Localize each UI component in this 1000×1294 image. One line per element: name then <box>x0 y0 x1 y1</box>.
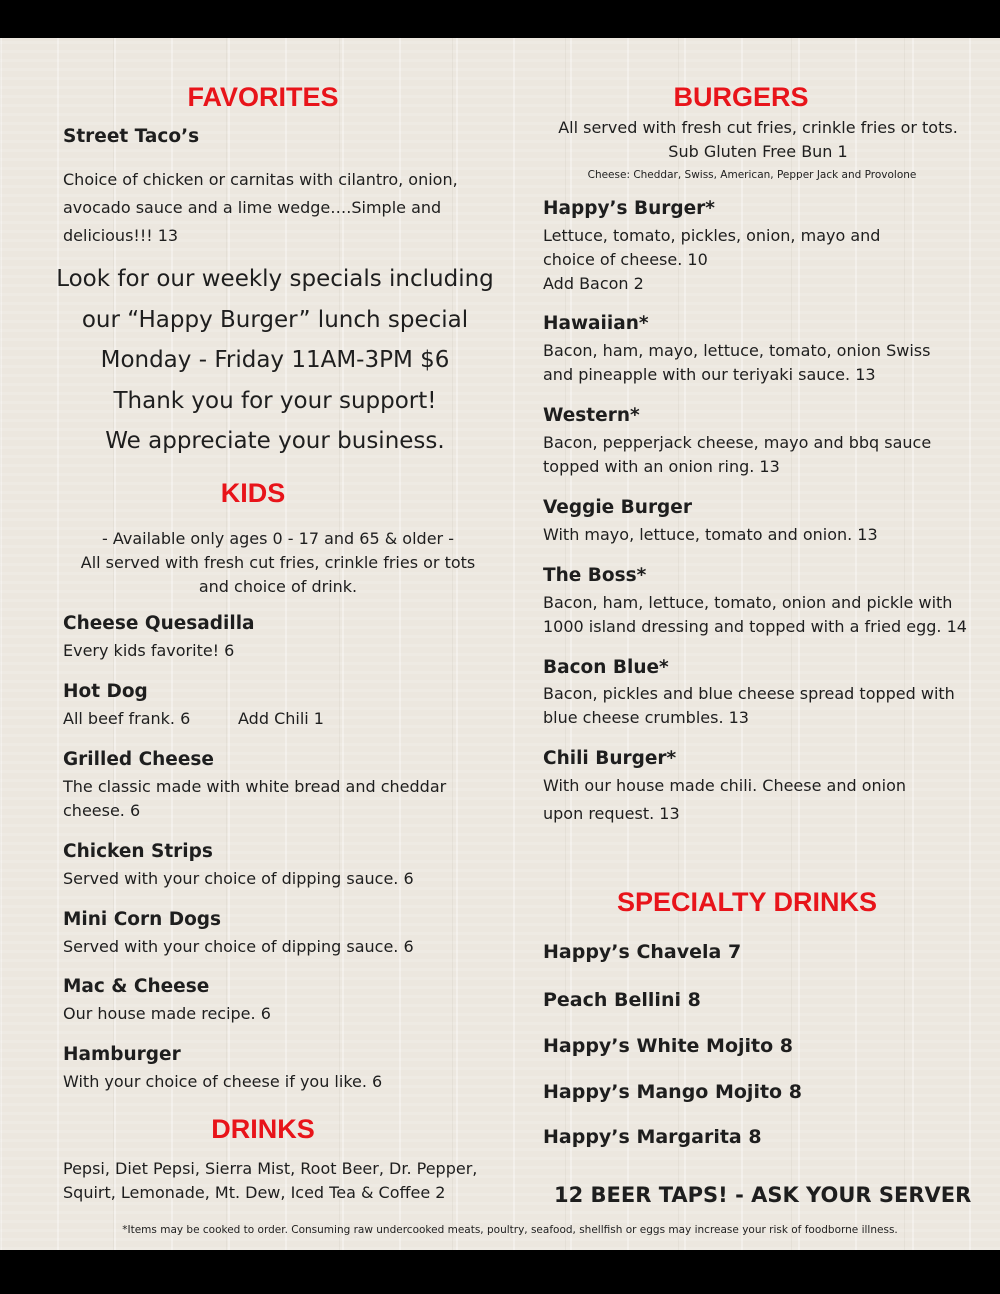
street-tacos-desc-3: delicious!!! 13 <box>63 226 179 245</box>
kids-item-name: Chicken Strips <box>63 841 213 862</box>
burger-desc: Bacon, ham, mayo, lettuce, tomato, onion Swiss <box>543 341 931 360</box>
kids-item-desc: With your choice of cheese if you like. 6 <box>63 1072 383 1091</box>
kids-item-desc: Served with your choice of dipping sauce. 6 <box>63 937 414 956</box>
kids-item-name: Hamburger <box>63 1044 181 1065</box>
kids-note-3: and choice of drink. <box>198 577 358 596</box>
burgers-heading: BURGERS <box>673 82 809 112</box>
specials-line-3: Monday - Friday 11AM-3PM $6 <box>100 347 450 373</box>
specials-line-1: Look for our weekly specials including <box>56 266 494 292</box>
specialty-drink-item: Happy’s Chavela 7 <box>543 941 742 963</box>
specialty-drink-item: Happy’s Mango Mojito 8 <box>543 1081 802 1103</box>
favorites-heading: FAVORITES <box>187 82 339 112</box>
burger-desc: Add Bacon 2 <box>543 274 644 293</box>
foodborne-illness-disclaimer: *Items may be cooked to order. Consuming raw undercooked meats, poultry, seafood, shellfish or eggs may increase your risk of foodborne illness. <box>122 1224 898 1236</box>
burger-desc: choice of cheese. 10 <box>543 250 708 269</box>
kids-heading: KIDS <box>220 478 286 508</box>
beer-taps-callout: 12 BEER TAPS! - ASK YOUR SERVER <box>554 1183 972 1207</box>
kids-item-name: Cheese Quesadilla <box>63 613 255 634</box>
kids-item-name: Hot Dog <box>63 681 148 702</box>
burger-desc: topped with an onion ring. 13 <box>543 457 780 476</box>
burger-desc: blue cheese crumbles. 13 <box>543 708 749 727</box>
burger-desc: and pineapple with our teriyaki sauce. 13 <box>543 365 876 384</box>
kids-item-name: Grilled Cheese <box>63 749 214 770</box>
burger-desc: With our house made chili. Cheese and onion <box>543 776 907 795</box>
kids-item-name: Mini Corn Dogs <box>63 909 222 930</box>
drinks-line-1: Pepsi, Diet Pepsi, Sierra Mist, Root Beer, Dr. Pepper, <box>63 1159 478 1178</box>
drinks-heading: DRINKS <box>211 1114 315 1144</box>
specialty-drink-item: Happy’s White Mojito 8 <box>543 1035 793 1057</box>
cheese-options-note: Cheese: Cheddar, Swiss, American, Pepper Jack and Provolone <box>587 169 917 181</box>
burger-desc: Bacon, pepperjack cheese, mayo and bbq sauce <box>543 433 932 452</box>
kids-note-2: All served with fresh cut fries, crinkle fries or tots <box>80 553 476 572</box>
burgers-note-1: All served with fresh cut fries, crinkle fries or tots. <box>558 118 958 137</box>
kids-item-extra: Add Chili 1 <box>238 709 324 728</box>
specials-line-4: Thank you for your support! <box>113 387 437 414</box>
specialty-drink-item: Happy’s Margarita 8 <box>543 1126 762 1148</box>
burgers-note-2: Sub Gluten Free Bun 1 <box>668 142 848 161</box>
kids-item-desc: Every kids favorite! 6 <box>63 641 235 660</box>
burger-desc: upon request. 13 <box>543 804 680 823</box>
street-tacos-desc-1: Choice of chicken or carnitas with cilantro, onion, <box>63 170 458 189</box>
specials-line-2: our “Happy Burger” lunch special <box>81 306 469 333</box>
burger-name: Veggie Burger <box>543 497 692 518</box>
specialty-drink-item: Peach Bellini 8 <box>543 989 701 1011</box>
menu-page <box>0 38 1000 1250</box>
burger-name: Chili Burger* <box>543 748 677 769</box>
kids-item-desc: The classic made with white bread and cheddar <box>63 777 447 796</box>
kids-item-name: Mac & Cheese <box>63 976 210 997</box>
burger-name: The Boss* <box>543 565 647 586</box>
kids-item-desc: Served with your choice of dipping sauce. 6 <box>63 869 414 888</box>
drinks-line-2: Squirt, Lemonade, Mt. Dew, Iced Tea & Coffee 2 <box>63 1183 446 1202</box>
weekly-specials-text <box>45 259 505 462</box>
burger-name: Happy’s Burger* <box>543 198 715 219</box>
specials-line-5: We appreciate your business. <box>105 428 445 454</box>
burger-desc: 1000 island dressing and topped with a fried egg. 14 <box>543 617 967 636</box>
burger-name: Western* <box>543 405 640 426</box>
burger-name: Bacon Blue* <box>543 657 669 678</box>
burger-desc: Bacon, pickles and blue cheese spread topped with <box>543 684 955 703</box>
street-tacos-name: Street Taco’s <box>63 126 200 147</box>
street-tacos-desc-2: avocado sauce and a lime wedge….Simple and <box>63 198 442 217</box>
kids-note-1: - Available only ages 0 - 17 and 65 & older - <box>102 529 454 548</box>
burger-name: Hawaiian* <box>543 313 649 334</box>
bottom-black-bar <box>0 1250 1000 1294</box>
top-black-bar <box>0 0 1000 38</box>
kids-notes <box>63 527 493 599</box>
kids-item-desc: Our house made recipe. 6 <box>63 1004 271 1023</box>
burger-desc: Lettuce, tomato, pickles, onion, mayo and <box>543 226 881 245</box>
kids-item-desc: All beef frank. 6 <box>63 709 191 728</box>
kids-item-desc-2: cheese. 6 <box>63 801 141 820</box>
burger-desc: Bacon, ham, lettuce, tomato, onion and pickle with <box>543 593 953 612</box>
burger-desc: With mayo, lettuce, tomato and onion. 13 <box>543 525 878 544</box>
specialty-drinks-heading: SPECIALTY DRINKS <box>616 887 878 917</box>
